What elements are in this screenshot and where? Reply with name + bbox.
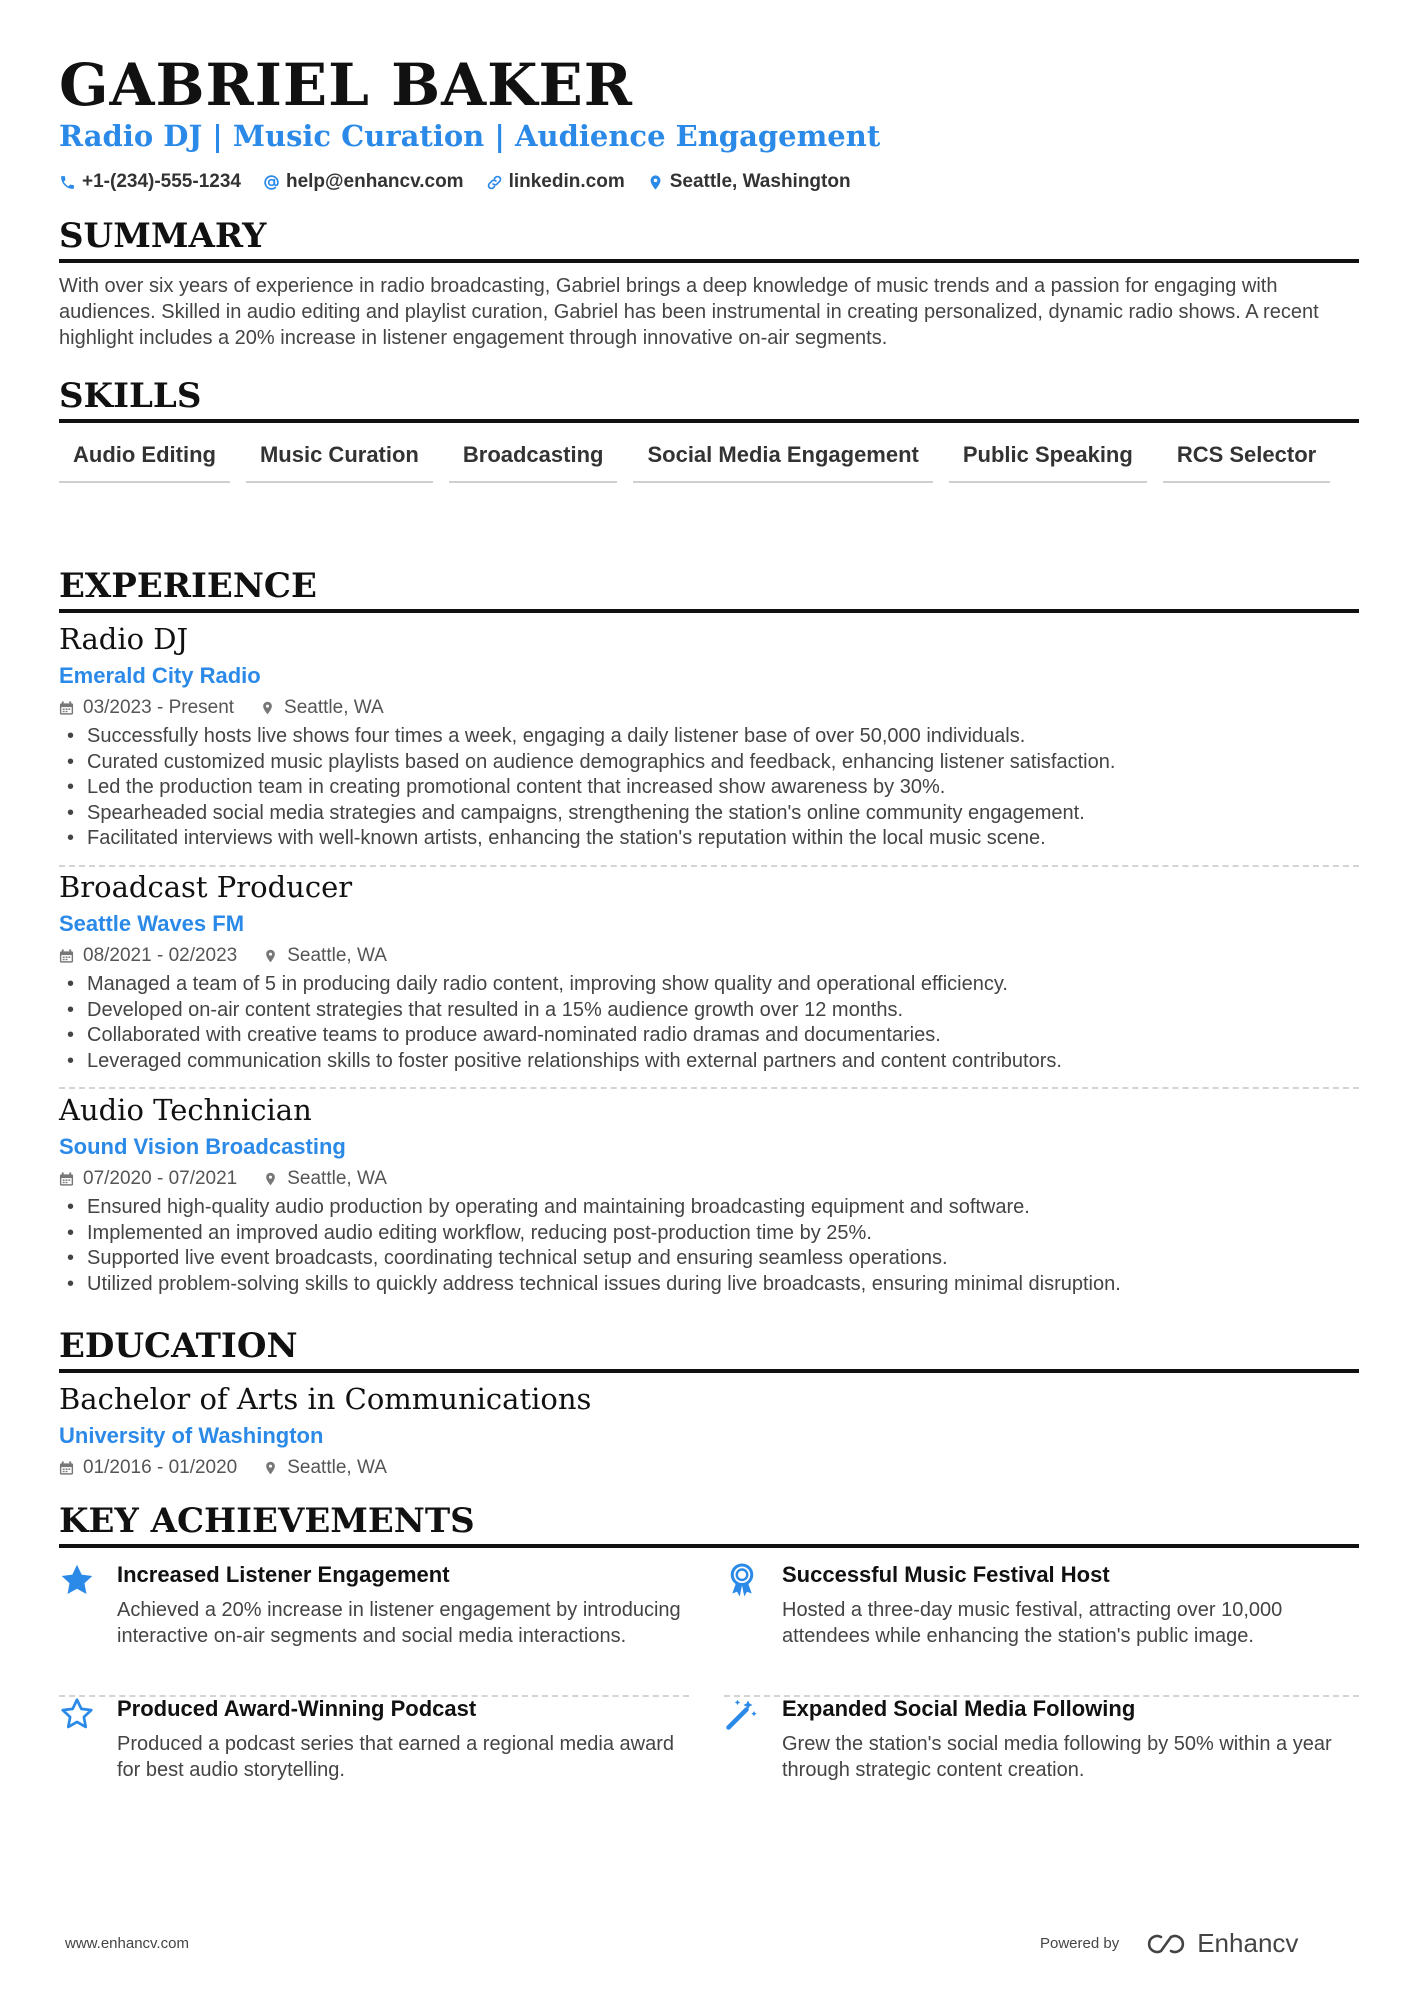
brand-logo[interactable] xyxy=(1143,1928,1298,1959)
experience-entry xyxy=(59,1091,1359,1297)
skill-tag: Broadcasting xyxy=(449,433,618,483)
education-entry xyxy=(59,1380,1359,1484)
bullet-item: • Developed on-air content strategies that resulted in a 15% audience growth over 12 months. xyxy=(59,998,1359,1024)
contact-phone[interactable] xyxy=(59,171,241,193)
enhancv-logo-icon xyxy=(1143,1931,1189,1957)
resume-page xyxy=(59,0,1359,1995)
calendar-icon xyxy=(59,1171,74,1187)
bullet-item: • Spearheaded social media strategies and campaigns, strengthening the station's online community engagement. xyxy=(59,801,1359,827)
magic-wand-icon xyxy=(724,1696,760,1732)
contact-email[interactable] xyxy=(263,171,464,193)
award-ribbon-icon xyxy=(724,1562,760,1598)
bullet-item: • Utilized problem-solving skills to quickly address technical issues during live broadcasts, ensuring minimal disruption. xyxy=(59,1272,1359,1298)
bullet-item: • Managed a team of 5 in producing daily radio content, improving show quality and operational efficiency. xyxy=(59,972,1359,998)
achievement-title: Successful Music Festival Host xyxy=(782,1562,1110,1587)
degree-title: Bachelor of Arts in Communications xyxy=(59,1382,592,1416)
skill-tag: RCS Selector xyxy=(1163,433,1330,483)
job-bullets xyxy=(59,724,1359,852)
map-pin-icon xyxy=(260,700,275,716)
job-location xyxy=(263,1168,387,1190)
school-name: University of Washington xyxy=(59,1423,324,1448)
footer-powered xyxy=(1040,1928,1298,1959)
job-location-text: Seattle, WA xyxy=(287,1168,387,1189)
bullet-item: • Curated customized music playlists based on audience demographics and feedback, enhancing listener satisfaction. xyxy=(59,750,1359,776)
job-location-text: Seattle, WA xyxy=(284,697,384,718)
job-title: Broadcast Producer xyxy=(59,870,353,904)
candidate-name: GABRIEL BAKER xyxy=(59,51,633,119)
star-icon xyxy=(59,1562,95,1598)
skill-tag: Music Curation xyxy=(246,433,433,483)
link-icon xyxy=(486,174,503,191)
bullet-item: • Facilitated interviews with well-known artists, enhancing the station's reputation within the local music scene. xyxy=(59,826,1359,852)
job-dates: 07/2020 - 07/2021 xyxy=(83,1168,238,1189)
calendar-icon xyxy=(59,1460,74,1476)
education-heading: EDUCATION xyxy=(59,1325,1359,1373)
skill-tag: Public Speaking xyxy=(949,433,1147,483)
bullet-item: • Led the production team in creating promotional content that increased show awareness by 30%. xyxy=(59,775,1359,801)
bullet-item: • Ensured high-quality audio production by operating and maintaining broadcasting equipment and software. xyxy=(59,1195,1359,1221)
contact-link[interactable] xyxy=(486,171,625,193)
star-outline-icon xyxy=(59,1696,95,1732)
bullet-item: • Implemented an improved audio editing workflow, reducing post-production time by 25%. xyxy=(59,1221,1359,1247)
calendar-icon xyxy=(59,948,74,964)
job-location xyxy=(260,697,384,719)
bullet-item: • Leveraged communication skills to foster positive relationships with external partners and content contributors. xyxy=(59,1049,1359,1075)
summary-heading: SUMMARY xyxy=(59,215,1359,263)
achievement-title: Produced Award-Winning Podcast xyxy=(117,1696,477,1721)
education-dates: 01/2016 - 01/2020 xyxy=(83,1457,238,1478)
job-location xyxy=(263,945,387,967)
contact-location xyxy=(647,171,851,193)
job-dates: 03/2023 - Present xyxy=(83,697,235,718)
skill-tag: Audio Editing xyxy=(59,433,230,483)
bullet-item: • Successfully hosts live shows four times a week, engaging a daily listener base of over 50,000 individuals. xyxy=(59,724,1359,750)
education-meta xyxy=(59,1452,1359,1484)
map-pin-icon xyxy=(263,1460,278,1476)
job-bullets xyxy=(59,1195,1359,1297)
job-bullets xyxy=(59,972,1359,1074)
bullet-item: • Collaborated with creative teams to produce award-nominated radio dramas and documentaries. xyxy=(59,1023,1359,1049)
contact-bar xyxy=(59,168,873,196)
at-icon xyxy=(263,174,280,191)
phone-text: +1-(234)-555-1234 xyxy=(82,171,241,192)
email-text: help@enhancv.com xyxy=(285,171,464,192)
location-text: Seattle, Washington xyxy=(669,171,851,192)
phone-icon xyxy=(59,174,76,191)
map-pin-icon xyxy=(263,948,278,964)
company-name: Emerald City Radio xyxy=(59,663,261,688)
skill-tag: Social Media Engagement xyxy=(633,433,932,483)
bullet-item: • Supported live event broadcasts, coordinating technical setup and ensuring seamless operations. xyxy=(59,1246,1359,1272)
powered-by-text: Powered by xyxy=(1040,1935,1120,1952)
candidate-headline: Radio DJ | Music Curation | Audience Engagement xyxy=(59,119,881,153)
summary-text: With over six years of experience in radio broadcasting, Gabriel brings a deep knowledge of music trends and a passion for engaging with audiences. Skilled in audio editing and playlist curation, Gabriel has been instrumental in creating personalized, dynamic radio shows. A recent highlight includes a 20% increase in listener engagement through innovative on-air segments. xyxy=(59,275,1319,349)
job-dates: 08/2021 - 02/2023 xyxy=(83,945,238,966)
achievements-heading: KEY ACHIEVEMENTS xyxy=(59,1500,1359,1548)
education-location xyxy=(263,1457,387,1479)
entry-divider xyxy=(59,865,1359,867)
achievement-desc: Grew the station's social media following by 50% within a year through strategic content creation. xyxy=(782,1733,1332,1781)
education-location-text: Seattle, WA xyxy=(287,1457,387,1478)
calendar-icon xyxy=(59,700,74,716)
achievement-desc: Hosted a three-day music festival, attracting over 10,000 attendees while enhancing the station's public image. xyxy=(782,1599,1283,1647)
achievement-title: Increased Listener Engagement xyxy=(117,1562,450,1587)
map-pin-icon xyxy=(263,1171,278,1187)
job-location-text: Seattle, WA xyxy=(287,945,387,966)
entry-divider xyxy=(59,1087,1359,1089)
skills-list xyxy=(59,433,1359,497)
map-pin-icon xyxy=(647,174,664,191)
job-meta xyxy=(59,940,1359,972)
experience-entry xyxy=(59,620,1359,852)
achievement-title: Expanded Social Media Following xyxy=(782,1696,1136,1721)
job-title: Audio Technician xyxy=(59,1093,312,1127)
footer-website[interactable]: www.enhancv.com xyxy=(65,1935,189,1952)
link-text: linkedin.com xyxy=(508,171,625,192)
job-meta xyxy=(59,1163,1359,1195)
experience-entry xyxy=(59,868,1359,1074)
job-title: Radio DJ xyxy=(59,622,189,656)
skills-heading: SKILLS xyxy=(59,375,1359,423)
job-meta xyxy=(59,692,1359,724)
achievement-desc: Achieved a 20% increase in listener engagement by introducing interactive on-air segments and social media interactions. xyxy=(117,1599,681,1647)
achievement-desc: Produced a podcast series that earned a regional media award for best audio storytelling. xyxy=(117,1733,675,1781)
company-name: Seattle Waves FM xyxy=(59,911,245,936)
experience-heading: EXPERIENCE xyxy=(59,565,1359,613)
company-name: Sound Vision Broadcasting xyxy=(59,1134,346,1159)
brand-name: Enhancv xyxy=(1197,1928,1299,1958)
